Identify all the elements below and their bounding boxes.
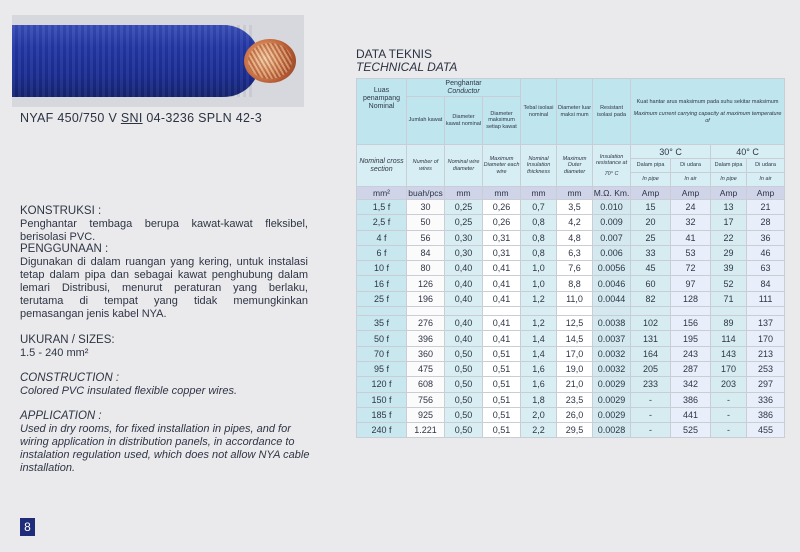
table-cell: 0,50 bbox=[445, 392, 483, 407]
table-cell: 14,5 bbox=[557, 331, 593, 346]
table-row bbox=[357, 245, 785, 260]
table-cell: 0.0037 bbox=[593, 331, 631, 346]
table-cell: 0,51 bbox=[483, 407, 521, 422]
table-cell: 24 bbox=[671, 200, 711, 215]
table-cell: 1,8 bbox=[521, 392, 557, 407]
header-di-udara-30: Di udara bbox=[671, 159, 711, 173]
table-row bbox=[357, 261, 785, 276]
table-cell: 0,40 bbox=[445, 291, 483, 306]
page-number: 8 bbox=[20, 518, 35, 536]
header-in-pipe-30: In pipe bbox=[631, 173, 671, 187]
table-cell: 0,8 bbox=[521, 245, 557, 260]
table-cell: 0,25 bbox=[445, 215, 483, 230]
header-dalam-pipa-30: Dalam pipa bbox=[631, 159, 671, 173]
header-luas: Luas penampang Nominal bbox=[357, 79, 407, 145]
table-cell: 29,5 bbox=[557, 423, 593, 438]
table-cell: 0,41 bbox=[483, 316, 521, 331]
table-cell: 195 bbox=[671, 331, 711, 346]
konstruksi-section bbox=[20, 205, 308, 244]
table-cell: 143 bbox=[711, 346, 747, 361]
unit-cell: Amp bbox=[711, 187, 747, 200]
table-cell: 0.006 bbox=[593, 245, 631, 260]
table-row bbox=[357, 331, 785, 346]
header-penghantar: Penghantar Conductor bbox=[407, 79, 521, 97]
ukuran-section bbox=[20, 334, 308, 360]
table-cell: 102 bbox=[631, 316, 671, 331]
header-diameter-maks: Diameter maksimum setiap kawat bbox=[483, 97, 521, 145]
table-cell: 0,30 bbox=[445, 245, 483, 260]
header-dalam-pipa-40: Dalam pipa bbox=[711, 159, 747, 173]
table-row bbox=[357, 200, 785, 215]
table-cell: 4,8 bbox=[557, 230, 593, 245]
table-cell: 1,2 bbox=[521, 316, 557, 331]
table-cell: 0,8 bbox=[521, 230, 557, 245]
table-cell: 45 bbox=[631, 261, 671, 276]
table-cell: 97 bbox=[671, 276, 711, 291]
header-kuat-hantar: Kuat hantar arus maksimum pada suhu sekitar maksimum Maximum current carrying capacity at maximum temperature of bbox=[631, 79, 785, 145]
table-cell: 0,51 bbox=[483, 423, 521, 438]
table-cell: 71 bbox=[711, 291, 747, 306]
table-cell: 111 bbox=[747, 291, 785, 306]
header-diameter-kawat: Diameter kawat nominal bbox=[445, 97, 483, 145]
table-cell: - bbox=[631, 407, 671, 422]
table-cell: 50 bbox=[407, 215, 445, 230]
table-cell: 52 bbox=[711, 276, 747, 291]
table-cell: 386 bbox=[747, 407, 785, 422]
header-jumlah: Jumlah kawat bbox=[407, 97, 445, 145]
table-row bbox=[357, 291, 785, 306]
table-cell: 29 bbox=[711, 245, 747, 260]
table-cell: 120 f bbox=[357, 377, 407, 392]
header-in-air-40: In air bbox=[747, 173, 785, 187]
table-cell: 342 bbox=[671, 377, 711, 392]
table-cell: 4,2 bbox=[557, 215, 593, 230]
unit-cell: Amp bbox=[671, 187, 711, 200]
table-cell: 1,0 bbox=[521, 261, 557, 276]
table-cell: 0,40 bbox=[445, 261, 483, 276]
table-cell: 253 bbox=[747, 361, 785, 376]
application-section bbox=[20, 410, 310, 475]
table-cell: 1,6 bbox=[521, 377, 557, 392]
penggunaan-heading: PENGGUNAAN : bbox=[20, 243, 109, 255]
table-cell: 84 bbox=[747, 276, 785, 291]
table-cell: 0.0028 bbox=[593, 423, 631, 438]
table-cell: 475 bbox=[407, 361, 445, 376]
table-cell: 84 bbox=[407, 245, 445, 260]
header-jumlah-en: Number of wires bbox=[407, 145, 445, 187]
table-cell: 0.0029 bbox=[593, 407, 631, 422]
table-cell: 1,4 bbox=[521, 331, 557, 346]
table-cell: 17 bbox=[711, 215, 747, 230]
header-luas-en: Nominal cross section bbox=[357, 145, 407, 187]
table-cell: 185 f bbox=[357, 407, 407, 422]
header-30c: 30° C bbox=[631, 145, 711, 159]
table-row bbox=[357, 276, 785, 291]
table-cell: 240 f bbox=[357, 423, 407, 438]
table-cell: 82 bbox=[631, 291, 671, 306]
table-cell: 8,8 bbox=[557, 276, 593, 291]
table-cell: 233 bbox=[631, 377, 671, 392]
table-cell: 441 bbox=[671, 407, 711, 422]
table-cell: 297 bbox=[747, 377, 785, 392]
penggunaan-section bbox=[20, 243, 308, 321]
table-cell: 15 bbox=[631, 200, 671, 215]
table-cell: 23,5 bbox=[557, 392, 593, 407]
product-code: NYAF 450/750 V SNI 04-3236 SPLN 42-3 bbox=[20, 111, 262, 125]
table-cell: 756 bbox=[407, 392, 445, 407]
table-cell: 35 f bbox=[357, 316, 407, 331]
table-cell: 12,5 bbox=[557, 316, 593, 331]
table-cell: 17,0 bbox=[557, 346, 593, 361]
table-cell: 6 f bbox=[357, 245, 407, 260]
table-cell: 0,41 bbox=[483, 261, 521, 276]
table-cell: 63 bbox=[747, 261, 785, 276]
header-in-air-30: In air bbox=[671, 173, 711, 187]
table-cell: 70 f bbox=[357, 346, 407, 361]
sni-mark: SNI bbox=[120, 111, 143, 125]
units-row bbox=[357, 187, 785, 200]
unit-cell: Amp bbox=[631, 187, 671, 200]
table-cell: 0,30 bbox=[445, 230, 483, 245]
header-diameter-luar-en: Maximum Outer diameter bbox=[557, 145, 593, 187]
table-row bbox=[357, 407, 785, 422]
unit-cell: mm bbox=[521, 187, 557, 200]
table-cell: 0.0056 bbox=[593, 261, 631, 276]
table-cell: 0,50 bbox=[445, 423, 483, 438]
table-cell: 1.221 bbox=[407, 423, 445, 438]
application-heading: APPLICATION : bbox=[20, 410, 102, 422]
table-cell: 203 bbox=[711, 377, 747, 392]
table-cell: 0.007 bbox=[593, 230, 631, 245]
table-cell: 0.0029 bbox=[593, 377, 631, 392]
construction-section bbox=[20, 372, 308, 398]
header-resistant-en: Insulation resistance at 70° C bbox=[593, 145, 631, 187]
unit-cell: buah/pcs bbox=[408, 188, 443, 198]
header-diameter-luar: Diameter luar maksi mum bbox=[557, 79, 593, 145]
table-cell: 60 bbox=[631, 276, 671, 291]
table-cell: 0,7 bbox=[521, 200, 557, 215]
table-cell: 56 bbox=[407, 230, 445, 245]
table-cell: 22 bbox=[711, 230, 747, 245]
table-cell: 32 bbox=[671, 215, 711, 230]
table-cell: 0.0046 bbox=[593, 276, 631, 291]
table-cell: 0,50 bbox=[445, 361, 483, 376]
table-cell: 95 f bbox=[357, 361, 407, 376]
table-cell: 0,51 bbox=[483, 346, 521, 361]
table-cell: 89 bbox=[711, 316, 747, 331]
header-diameter-maks-en: Maximum Diameter each wire bbox=[483, 145, 521, 187]
table-cell: 137 bbox=[747, 316, 785, 331]
table-cell: 1,4 bbox=[521, 346, 557, 361]
construction-text: Colored PVC insulated flexible copper wires. bbox=[20, 385, 238, 397]
application-text: Used in dry rooms, for fixed installation in pipes, and for wiring application in distribution panels, in accordance to instalation regulation used, which does not allow NYA cable installation. bbox=[20, 423, 310, 474]
table-row bbox=[357, 230, 785, 245]
table-cell: 1,5 f bbox=[357, 200, 407, 215]
table-cell: 525 bbox=[671, 423, 711, 438]
table-cell: 0,50 bbox=[445, 407, 483, 422]
table-cell: 25 bbox=[631, 230, 671, 245]
table-cell: 0.0032 bbox=[593, 361, 631, 376]
table-cell: 0.0038 bbox=[593, 316, 631, 331]
table-cell: 150 f bbox=[357, 392, 407, 407]
table-cell: 0,50 bbox=[445, 377, 483, 392]
table-cell: 0.0032 bbox=[593, 346, 631, 361]
table-cell: 41 bbox=[671, 230, 711, 245]
table-cell: 19,0 bbox=[557, 361, 593, 376]
table-cell: 2,5 f bbox=[357, 215, 407, 230]
unit-cell: Amp bbox=[747, 187, 785, 200]
penggunaan-text: Digunakan di dalam ruangan yang kering, untuk instalasi tetap dalam pipa dan sebagai kawat penghubung dalam lemari Distribusi, menurut peraturan yang berlaku, terutama di tempat yang tidak memungkinkan pemasangan jenis kabel NYA. bbox=[20, 256, 308, 320]
table-cell: - bbox=[711, 407, 747, 422]
table-row bbox=[357, 215, 785, 230]
table-cell: 2,2 bbox=[521, 423, 557, 438]
table-cell: 396 bbox=[407, 331, 445, 346]
table-cell: 156 bbox=[671, 316, 711, 331]
table-row bbox=[357, 361, 785, 376]
table-cell: 608 bbox=[407, 377, 445, 392]
table-cell: 36 bbox=[747, 230, 785, 245]
table-cell: - bbox=[631, 392, 671, 407]
header-40c: 40° C bbox=[711, 145, 785, 159]
table-row bbox=[357, 316, 785, 331]
technical-data-table bbox=[356, 78, 785, 438]
table-cell: 28 bbox=[747, 215, 785, 230]
table-cell: 3,5 bbox=[557, 200, 593, 215]
table-cell: 243 bbox=[671, 346, 711, 361]
table-cell: 21 bbox=[747, 200, 785, 215]
table-cell: 0,51 bbox=[483, 377, 521, 392]
table-cell: 10 f bbox=[357, 261, 407, 276]
cable-photo bbox=[12, 15, 304, 107]
table-cell: 114 bbox=[711, 331, 747, 346]
table-cell: - bbox=[711, 392, 747, 407]
table-cell: 53 bbox=[671, 245, 711, 260]
table-cell: 13 bbox=[711, 200, 747, 215]
table-cell: 0,41 bbox=[483, 331, 521, 346]
table-cell: 0.010 bbox=[593, 200, 631, 215]
table-cell: 39 bbox=[711, 261, 747, 276]
table-cell: 4 f bbox=[357, 230, 407, 245]
table-cell: 1,0 bbox=[521, 276, 557, 291]
unit-cell: M.Ω. Km. bbox=[593, 188, 630, 198]
header-diameter-kawat-en: Nominal wire diameter bbox=[445, 145, 483, 187]
table-cell: 360 bbox=[407, 346, 445, 361]
table-cell: 1,2 bbox=[521, 291, 557, 306]
table-cell: 21,0 bbox=[557, 377, 593, 392]
table-cell: 0.0044 bbox=[593, 291, 631, 306]
table-cell: 170 bbox=[711, 361, 747, 376]
table-cell: 455 bbox=[747, 423, 785, 438]
table-cell: 170 bbox=[747, 331, 785, 346]
table-cell: 16 f bbox=[357, 276, 407, 291]
table-cell: 164 bbox=[631, 346, 671, 361]
table-cell: 2,0 bbox=[521, 407, 557, 422]
table-cell: 30 bbox=[407, 200, 445, 215]
table-cell: - bbox=[711, 423, 747, 438]
table-cell: 0.009 bbox=[593, 215, 631, 230]
table-cell: 205 bbox=[631, 361, 671, 376]
table-cell: 925 bbox=[407, 407, 445, 422]
table-cell: 0,50 bbox=[445, 346, 483, 361]
table-cell: 336 bbox=[747, 392, 785, 407]
table-cell: 0.0029 bbox=[593, 392, 631, 407]
table-cell: 11,0 bbox=[557, 291, 593, 306]
unit-cell: mm bbox=[445, 187, 483, 200]
table-row bbox=[357, 423, 785, 438]
table-cell: 0,40 bbox=[445, 276, 483, 291]
table-cell: - bbox=[631, 423, 671, 438]
unit-cell: mm bbox=[557, 187, 593, 200]
table-cell: 80 bbox=[407, 261, 445, 276]
ukuran-heading: UKURAN / SIZES: bbox=[20, 334, 115, 346]
table-cell: 287 bbox=[671, 361, 711, 376]
table-cell: 0,8 bbox=[521, 215, 557, 230]
table-cell: 131 bbox=[631, 331, 671, 346]
table-cell: 26,0 bbox=[557, 407, 593, 422]
table-cell: 20 bbox=[631, 215, 671, 230]
table-cell: 7,6 bbox=[557, 261, 593, 276]
table-cell: 196 bbox=[407, 291, 445, 306]
header-tebal-en: Nominal Insulation thickness bbox=[521, 145, 557, 187]
table-cell: 33 bbox=[631, 245, 671, 260]
table-cell: 0,41 bbox=[483, 276, 521, 291]
table-cell: 25 f bbox=[357, 291, 407, 306]
table-cell: 6,3 bbox=[557, 245, 593, 260]
table-row bbox=[357, 377, 785, 392]
table-row bbox=[357, 392, 785, 407]
unit-cell: mm bbox=[483, 187, 521, 200]
table-cell: 46 bbox=[747, 245, 785, 260]
table-cell: 128 bbox=[671, 291, 711, 306]
table-cell: 126 bbox=[407, 276, 445, 291]
table-cell: 386 bbox=[671, 392, 711, 407]
konstruksi-heading: KONSTRUKSI : bbox=[20, 205, 102, 217]
technical-data-title: DATA TEKNIS TECHNICAL DATA bbox=[356, 47, 458, 74]
table-cell: 0,31 bbox=[483, 230, 521, 245]
table-cell: 0,26 bbox=[483, 215, 521, 230]
table-cell: 0,31 bbox=[483, 245, 521, 260]
table-cell: 0,51 bbox=[483, 392, 521, 407]
unit-cell: mm² bbox=[357, 187, 407, 200]
table-cell: 50 f bbox=[357, 331, 407, 346]
konstruksi-text: Penghantar tembaga berupa kawat-kawat fleksibel, berisolasi PVC. bbox=[20, 218, 308, 243]
table-cell: 0,41 bbox=[483, 291, 521, 306]
table-cell: 1,6 bbox=[521, 361, 557, 376]
table-cell: 0,25 bbox=[445, 200, 483, 215]
construction-heading: CONSTRUCTION : bbox=[20, 372, 120, 384]
table-cell: 0,26 bbox=[483, 200, 521, 215]
table-cell: 0,40 bbox=[445, 316, 483, 331]
table-cell: 213 bbox=[747, 346, 785, 361]
table-cell: 0,51 bbox=[483, 361, 521, 376]
ukuran-text: 1.5 - 240 mm² bbox=[20, 347, 89, 359]
header-resistant: Resistant isolasi pada bbox=[593, 79, 631, 145]
header-in-pipe-40: In pipe bbox=[711, 173, 747, 187]
table-cell: 72 bbox=[671, 261, 711, 276]
header-tebal: Tebal isolasi nominal bbox=[521, 79, 557, 145]
table-row bbox=[357, 346, 785, 361]
table-cell: 276 bbox=[407, 316, 445, 331]
header-di-udara-40: Di udara bbox=[747, 159, 785, 173]
table-cell: 0,40 bbox=[445, 331, 483, 346]
